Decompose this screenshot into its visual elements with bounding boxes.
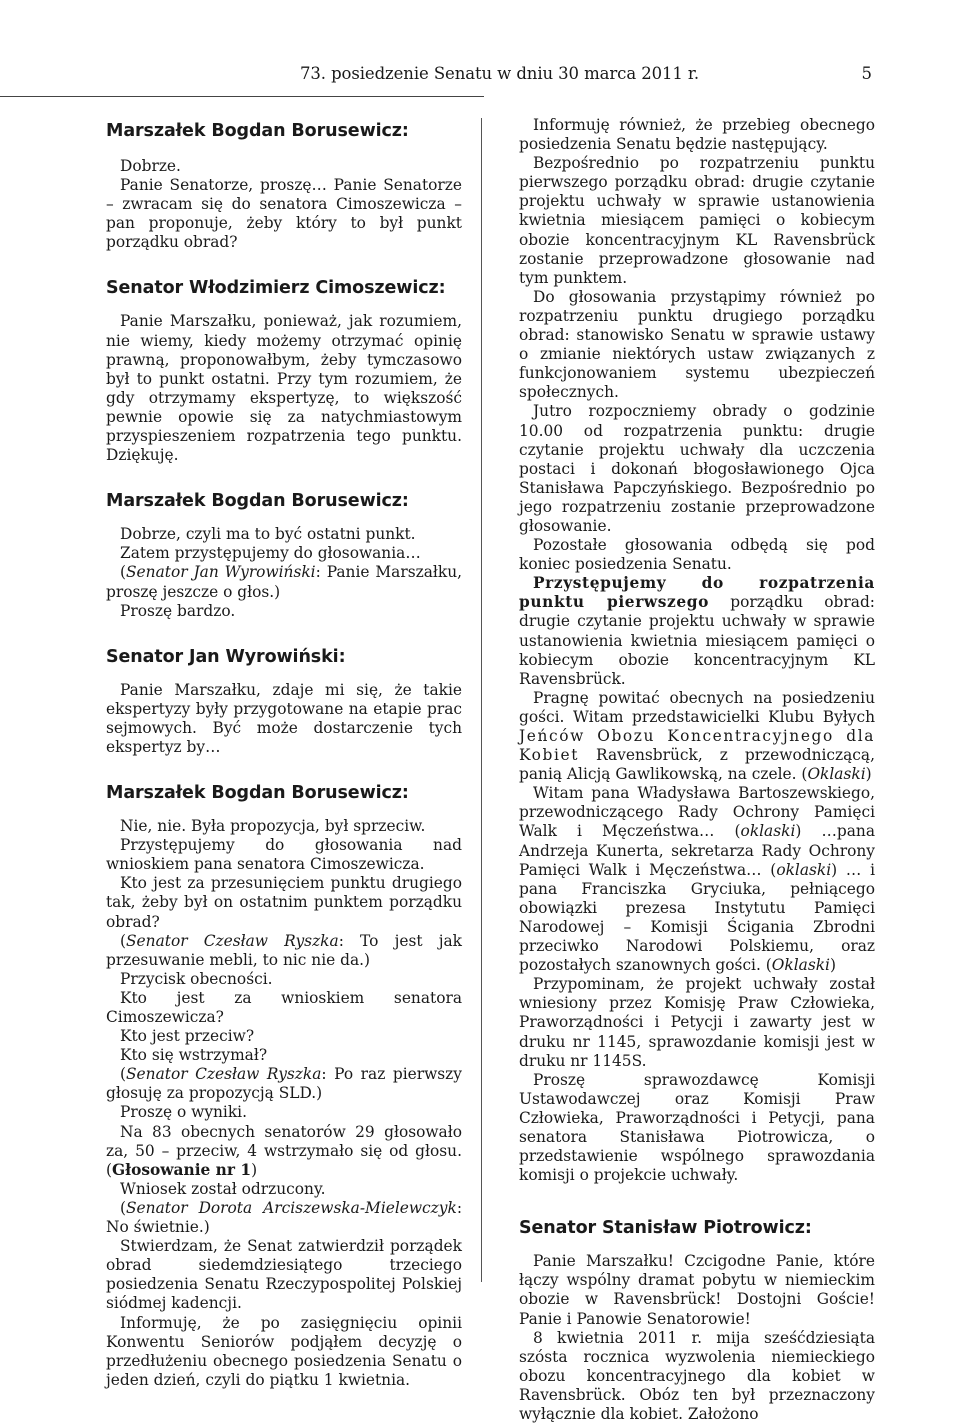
paragraph: Kto jest za przesunięciem punktu drugiego tak, żeby był on ostatnim punktem porządku obrad? xyxy=(106,874,462,931)
speaker-heading: Senator Stanisław Piotrowicz: xyxy=(519,1218,812,1239)
page-number: 5 xyxy=(861,64,872,83)
paragraph: Panie Marszałku! Czcigodne Panie, które łączy wspólny dramat pobytu w niemieckim obozie w Ravensbrück! Dostojni Goście! Panie i Panowie Senatorowie! xyxy=(519,1252,875,1328)
paragraph: Przystępujemy do głosowania nad wnioskiem pana senatora Cimoszewicza. xyxy=(106,836,462,874)
right-column xyxy=(519,116,875,1424)
interjection: (Senator Jan Wyrowiński: Panie Marszałku, proszę jeszcze o głos.) xyxy=(106,563,462,601)
paragraph: Przycisk obecności. xyxy=(120,969,273,988)
paragraph: Kto jest za wnioskiem senatora Cimoszewicza? xyxy=(106,988,462,1026)
paragraph: Proszę sprawozdawcę Komisji Ustawodawczej oraz Komisji Praw Człowieka, Praworządności i Petycji, pana senatora Stanisława Piotrowicza, o przedstawienie wspólnego sprawozdania komisji o projekcie uchwały. xyxy=(519,1070,875,1185)
interjection: (Senator Czesław Ryszka: To jest jak przesuwanie mebli, to nic nie da.) xyxy=(106,931,462,969)
header-rule xyxy=(0,96,484,97)
paragraph: Stwierdzam, że Senat zatwierdził porządek obrad siedemdziesiątego trzeciego posiedzenia Senatu Rzeczypospolitej Polskiej siódmej kadencji. xyxy=(106,1237,462,1313)
paragraph: Przypominam, że projekt uchwały został wniesiony przez Komisję Praw Człowieka, Praworządności i Petycji i zawarty jest w druku nr 1145, sprawozdanie komisji jest w druku nr 1145S. xyxy=(519,975,875,1070)
running-title: 73. posiedzenie Senatu w dniu 30 marca 2011 r. xyxy=(300,64,700,83)
paragraph: Informuję również, że przebieg obecnego posiedzenia Senatu będzie następujący. xyxy=(519,116,875,154)
paragraph: Dobrze, czyli ma to być ostatni punkt. xyxy=(120,525,416,544)
paragraph: Dobrze. xyxy=(120,157,181,175)
speaker-heading: Senator Włodzimierz Cimoszewicz: xyxy=(106,278,446,299)
speaker-heading: Senator Jan Wyrowiński: xyxy=(106,646,346,667)
speaker-heading: Marszałek Bogdan Borusewicz: xyxy=(106,783,409,804)
paragraph: Panie Marszałku, ponieważ, jak rozumiem, nie wiemy, kiedy możemy otrzymać opinię prawną, proponowałbym, żeby tymczasowo był to punkt ostatni. Przy tym rozumiem, że gdy otrzymamy ekspertyzę, to większość pewnie opowie się za natychmiastowym przyspieszeniem rozpatrzenia tego punktu. Dziękuję. xyxy=(106,312,462,465)
paragraph: Pozostałe głosowania odbędą się pod koniec posiedzenia Senatu. xyxy=(519,536,875,574)
left-column xyxy=(106,116,462,1390)
paragraph: Nie, nie. Była propozycja, był sprzeciw. xyxy=(120,817,426,836)
paragraph: Jutro rozpoczniemy obrady o godzinie 10.00 od rozpatrzenia punktu: drugie czytanie projektu uchwały dla uczczenia postaci i dokonań błogosławionego Ojca Stanisława Papczyńskiego. Bezpośrednio po jego rozpatrzeniu zostanie przeprowadzone głosowanie. xyxy=(519,402,875,535)
paragraph: Panie Senatorze, proszę… Panie Senatorze – zwracam się do senatora Cimoszewicza – pan proponuje, żeby który to był punkt porządku obrad? xyxy=(106,176,462,252)
paragraph: Do głosowania przystąpimy również po rozpatrzeniu punktu drugiego porządku obrad: stanowisko Senatu w sprawie ustawy o zmianie niektórych ustaw związanych z funkcjonowaniem systemu ubezpieczeń społecznych. xyxy=(519,287,875,402)
paragraph: Kto jest przeciw? xyxy=(120,1027,255,1046)
paragraph: Zatem przystępujemy do głosowania… xyxy=(120,544,421,563)
paragraph: Na 83 obecnych senatorów 29 głosowało za, 50 – przeciw, 4 wstrzymało się od głosu. (Głosowanie nr 1) xyxy=(106,1122,462,1179)
interjection: (Senator Czesław Ryszka: Po raz pierwszy głosuję za propozycją SLD.) xyxy=(106,1065,462,1103)
interjection: (Senator Dorota Arciszewska-Mielewczyk: No świetnie.) xyxy=(106,1198,462,1237)
paragraph: Panie Marszałku, zdaje mi się, że takie ekspertyzy były przygotowane na etapie prac sejmowych. Być może dostarczenie tych ekspertyz by… xyxy=(106,680,462,756)
paragraph: Informuję, że po zasięgnięciu opinii Konwentu Seniorów podjąłem decyzję o przedłużeniu obecnego posiedzenia Senatu o jeden dzień, czyli do piątku 1 kwietnia. xyxy=(106,1313,462,1389)
paragraph: Witam pana Władysława Bartoszewskiego, przewodniczącego Rady Ochrony Pamięci Walk i Męczeństwa… (oklaski) …pana Andrzeja Kunerta, sekretarza Rady Ochrony Pamięci Walk i Męczeństwa… (oklaski) … i pana Franciszka Gryciuka, pełniącego obowiązki prezesa Instytutu Pamięci Narodowej – Komisji Ścigania Zbrodni przeciwko Narodowi Polskiemu, oraz pozostałych szanownych gości. (Oklaski) xyxy=(519,784,875,975)
paragraph: Proszę o wyniki. xyxy=(120,1103,247,1122)
paragraph: Proszę bardzo. xyxy=(120,601,236,620)
speaker-heading: Marszałek Bogdan Borusewicz: xyxy=(106,491,409,512)
paragraph: Wniosek został odrzucony. xyxy=(120,1179,326,1198)
paragraph: 8 kwietnia 2011 r. mija sześćdziesiąta szósta rocznica wyzwolenia niemieckiego obozu koncentracyjnego dla kobiet w Ravensbrück. Obóz ten był przeznaczony wyłącznie dla kobiet. Założono xyxy=(519,1328,875,1423)
paragraph: Pragnę powitać obecnych na posiedzeniu gości. Witam przedstawicielki Klubu Byłych Jeńców Obozu Koncentracyjnego dla Kobiet Ravensbrück, z przewodniczącą, panią Alicją Gawlikowską, na czele. (Oklaski) xyxy=(519,688,875,784)
paragraph: Przystępujemy do rozpatrzenia punktu pierwszego porządku obrad: drugie czytanie projektu uchwały w sprawie ustanowienia kwietnia miesiącem pamięci o kobiecym obozie koncentracyjnym KL Ravensbrück. xyxy=(519,574,875,688)
column-divider xyxy=(481,118,482,1282)
speaker-heading: Marszałek Bogdan Borusewicz: xyxy=(106,121,409,141)
paragraph: Bezpośrednio po rozpatrzeniu punktu pierwszego porządku obrad: drugie czytanie projektu uchwały w sprawie ustanowienia kwietnia miesiącem pamięci o kobiecym obozie koncentracyjnym KL Ravensbrück zostanie przeprowadzone głosowanie nad tym punktem. xyxy=(519,154,875,287)
paragraph: Kto się wstrzymał? xyxy=(120,1046,268,1065)
page-header xyxy=(0,64,960,90)
